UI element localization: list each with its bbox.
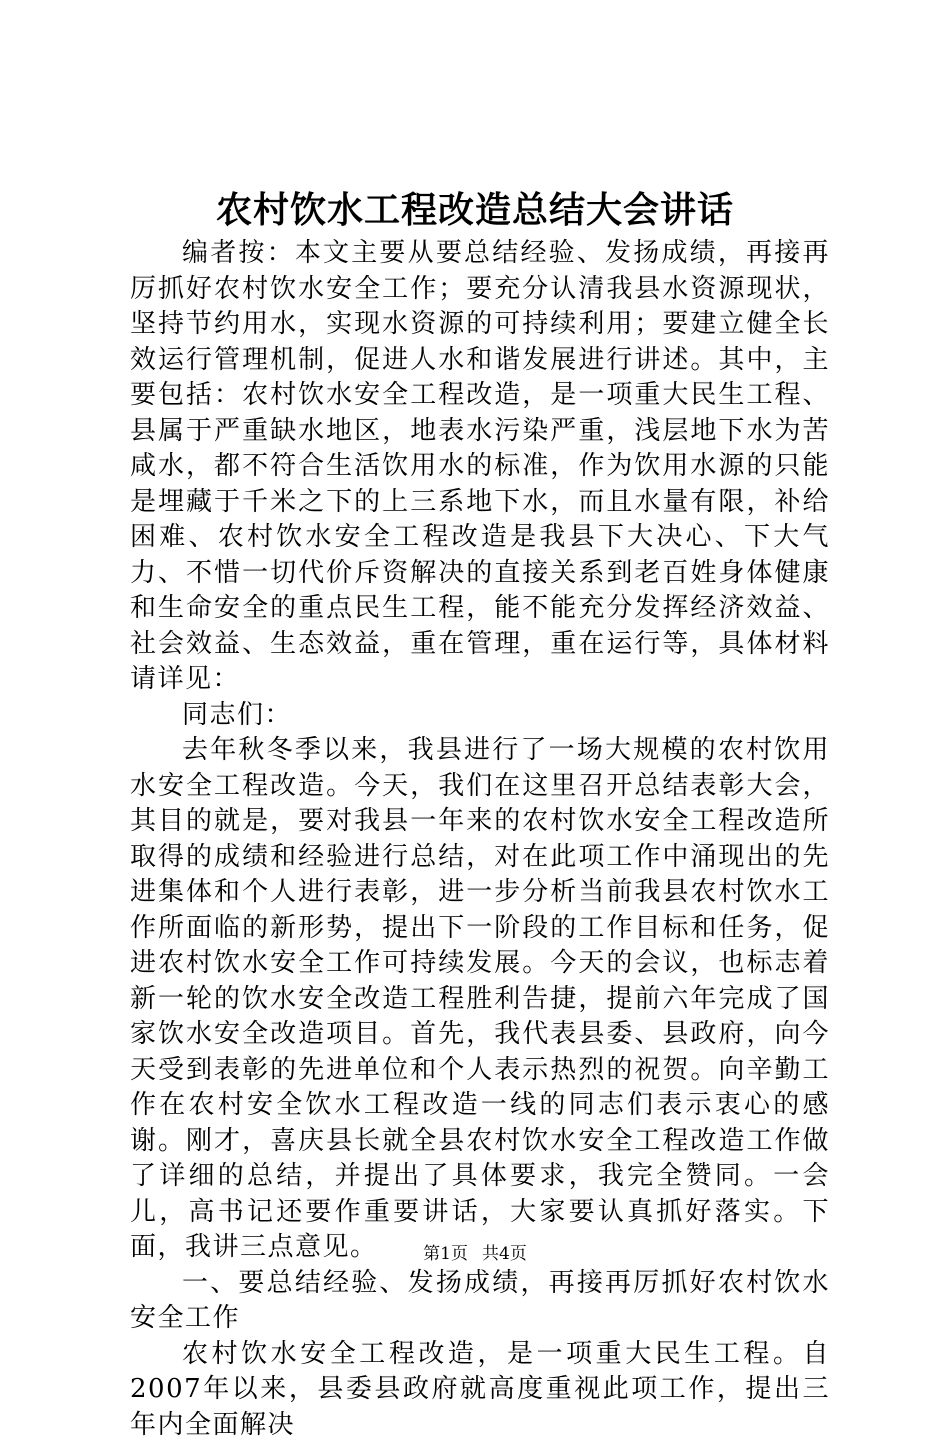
section-heading: 一、要总结经验、发扬成绩，再接再厉抓好农村饮水安全工作 — [130, 1266, 830, 1337]
page-footer — [0, 1242, 950, 1266]
editor-note-paragraph: 编者按：本文主要从要总结经验、发扬成绩，再接再厉抓好农村饮水安全工作；要充分认清我县水资源现状，坚持节约用水，实现水资源的可持续利用；要建立健全长效运行管理机制，促进人水和谐发展进行讲述。其中，主要包括：农村饮水安全工程改造，是一项重大民生工程、县属于严重缺水地区，地表水污染严重，浅层地下水为苦咸水，都不符合生活饮用水的标准，作为饮用水源的只能是埋藏于千米之下的上三系地下水，而且水量有限，补给困难、农村饮水安全工程改造是我县下大决心、下大气力、不惜一切代价斥资解决的直接关系到老百姓身体健康和生命安全的重点民生工程，能不能充分发挥经济效益、社会效益、生态效益，重在管理，重在运行等，具体材料请详见： — [130, 236, 830, 698]
page-number: 第1页 — [423, 1244, 468, 1264]
body-paragraph: 农村饮水安全工程改造，是一项重大民生工程。自2007年以来，县委县政府就高度重视此项工作，提出三年内全面解决 — [130, 1337, 830, 1443]
page-total: 共4页 — [482, 1244, 527, 1264]
salutation-paragraph: 同志们： — [130, 698, 830, 734]
document-title: 农村饮水工程改造总结大会讲话 — [0, 186, 950, 234]
body-paragraph: 去年秋冬季以来，我县进行了一场大规模的农村饮用水安全工程改造。今天，我们在这里召开总结表彰大会，其目的就是，要对我县一年来的农村饮水安全工程改造所取得的成绩和经验进行总结，对在此项工作中涌现出的先进集体和个人进行表彰，进一步分析当前我县农村饮水工作所面临的新形势，提出下一阶段的工作目标和任务，促进农村饮水安全工作可持续发展。今天的会议，也标志着新一轮的饮水安全改造工程胜利告捷，提前六年完成了国家饮水安全改造项目。首先，我代表县委、县政府，向今天受到表彰的先进单位和个人表示热烈的祝贺。向辛勤工作在农村安全饮水工程改造一线的同志们表示衷心的感谢。刚才，喜庆县长就全县农村饮水安全工程改造工作做了详细的总结，并提出了具体要求，我完全赞同。一会儿，高书记还要作重要讲话，大家要认真抓好落实。下面，我讲三点意见。 — [130, 733, 830, 1266]
